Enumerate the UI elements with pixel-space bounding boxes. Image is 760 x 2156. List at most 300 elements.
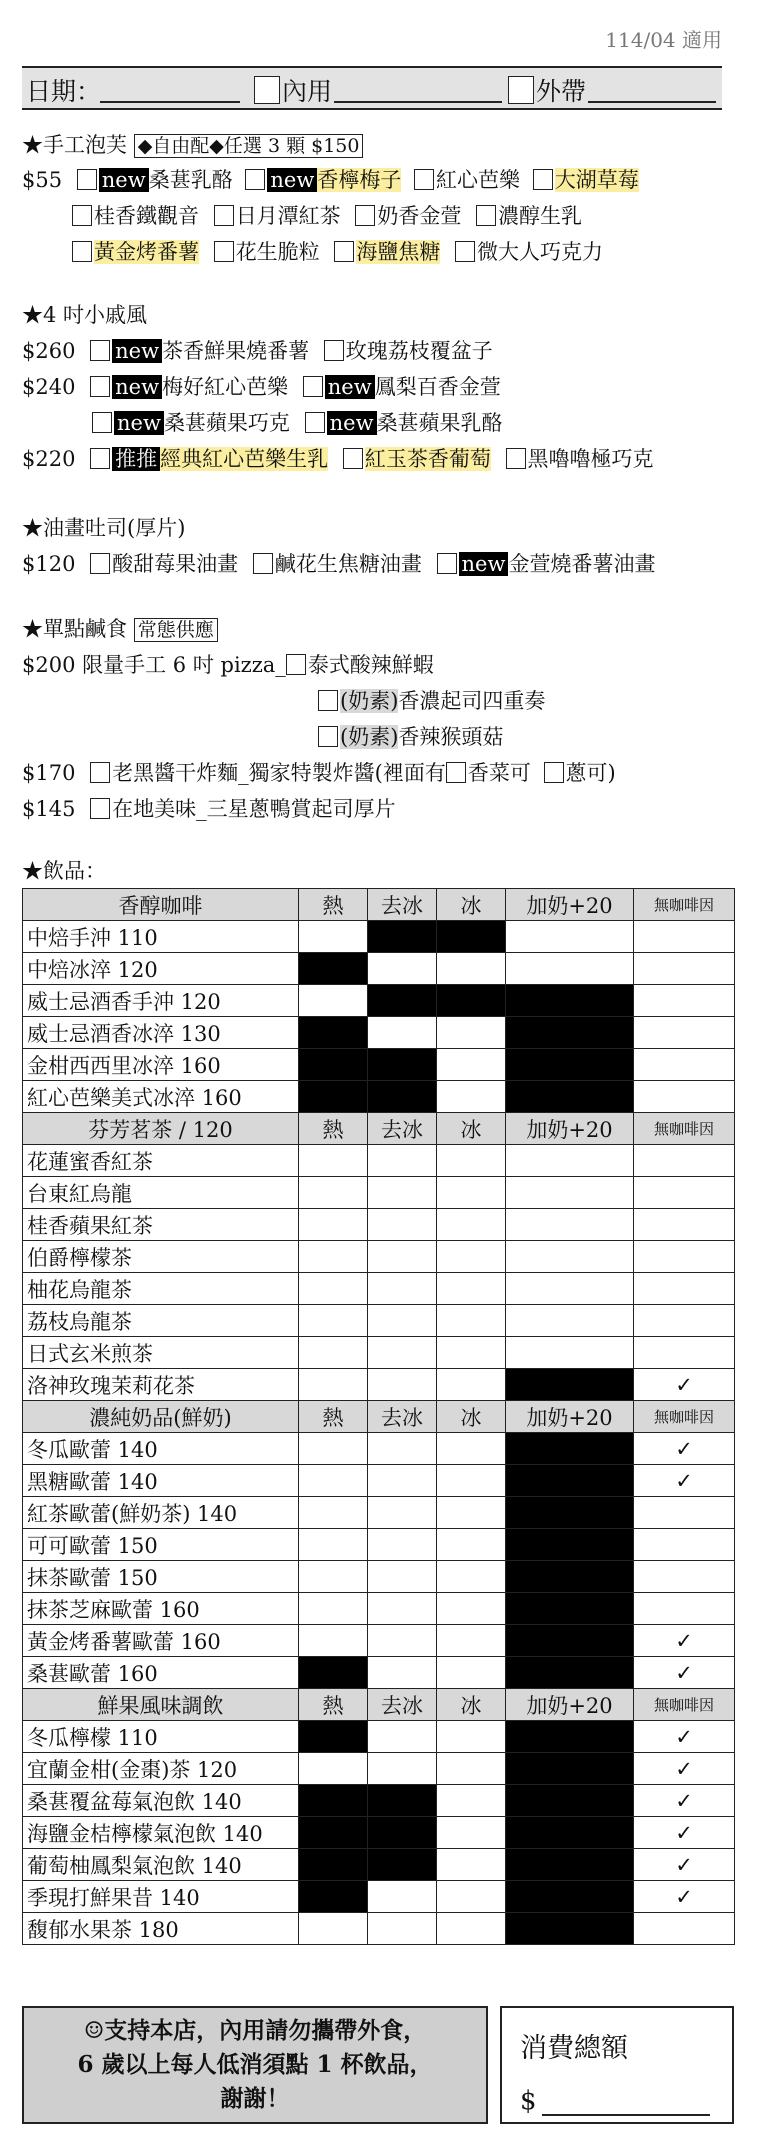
thick-toast-checkbox[interactable]	[90, 798, 110, 819]
ice-option-cell[interactable]	[437, 1593, 506, 1625]
ice-option-cell[interactable]	[437, 1209, 506, 1241]
puff-item: 桂香鐵觀音	[94, 204, 199, 228]
ice-option-cell[interactable]	[437, 1817, 506, 1849]
total-label: 消費總額	[520, 2033, 628, 2064]
less-ice-option-unavailable	[368, 1049, 437, 1081]
savory-section-title	[22, 614, 218, 645]
decaf-option-cell[interactable]	[634, 1561, 735, 1593]
toast-row	[22, 549, 655, 579]
puff-price: $55	[22, 168, 63, 192]
vegetarian-tag: (奶素)	[340, 689, 399, 713]
notice-line-1: ☺支持本店，內用請勿攜帶外食，	[83, 2017, 427, 2044]
ice-option-cell[interactable]	[437, 1849, 506, 1881]
drink-row	[23, 1753, 735, 1785]
less-ice-option-cell[interactable]	[368, 1721, 437, 1753]
drink-row	[23, 1849, 735, 1881]
less-ice-option-cell[interactable]	[368, 1593, 437, 1625]
puff-checkbox[interactable]	[355, 205, 375, 226]
cake-price: $240	[22, 375, 76, 399]
drink-name: 宜蘭金柑(金棗)茶 120	[23, 1753, 299, 1785]
notice-line-3: 謝謝！	[220, 2085, 290, 2112]
column-header: 無咖啡因	[634, 889, 735, 921]
toast-item: 金萱燒番薯油畫	[508, 552, 656, 576]
less-ice-option-cell[interactable]	[368, 1497, 437, 1529]
cake-checkbox[interactable]	[90, 340, 110, 361]
puff-checkbox[interactable]	[77, 169, 97, 190]
ice-option-cell[interactable]	[437, 1657, 506, 1689]
dine-in-checkbox[interactable]	[254, 76, 280, 104]
add-milk-option-unavailable	[506, 1785, 634, 1817]
puff-item: 微大人巧克力	[477, 240, 604, 264]
decaf-option-cell[interactable]	[634, 1721, 735, 1753]
ice-option-cell[interactable]	[437, 1753, 506, 1785]
decaf-check-icon: ✓	[675, 1724, 693, 1749]
puff-checkbox[interactable]	[214, 205, 234, 226]
decaf-option-cell[interactable]	[634, 1625, 735, 1657]
ice-option-cell[interactable]	[437, 1881, 506, 1913]
decaf-check-icon: ✓	[675, 1756, 693, 1781]
toast-checkbox[interactable]	[90, 553, 110, 574]
total-amount-field[interactable]	[542, 2114, 710, 2116]
takeout-checkbox[interactable]	[508, 76, 534, 104]
cake-checkbox[interactable]	[90, 448, 110, 469]
cake-checkbox[interactable]	[303, 376, 323, 397]
column-header: 去冰	[368, 1689, 437, 1721]
hot-option-cell[interactable]	[299, 1209, 368, 1241]
hot-option-cell[interactable]	[299, 1913, 368, 1945]
add-milk-option-unavailable	[506, 985, 634, 1017]
column-header: 去冰	[368, 1401, 437, 1433]
drink-name: 伯爵檸檬茶	[23, 1241, 299, 1273]
decaf-option-cell[interactable]	[634, 1273, 735, 1305]
toast-section-title: ★油畫吐司(厚片)	[22, 516, 186, 540]
noodle-checkbox[interactable]	[90, 762, 110, 783]
decaf-option-cell[interactable]	[634, 1753, 735, 1785]
add-milk-option-unavailable	[506, 1593, 634, 1625]
drink-name: 黃金烤番薯歐蕾 160	[23, 1625, 299, 1657]
add-milk-option-unavailable	[506, 1369, 634, 1401]
ice-option-cell[interactable]	[437, 1721, 506, 1753]
add-milk-option-cell[interactable]	[506, 1177, 634, 1209]
add-milk-option-cell[interactable]	[506, 953, 634, 985]
hot-option-cell[interactable]	[299, 1753, 368, 1785]
puff-title: ★手工泡芙	[22, 133, 127, 157]
decaf-option-cell[interactable]	[634, 1529, 735, 1561]
hot-option-cell[interactable]	[299, 1241, 368, 1273]
hot-option-cell[interactable]	[299, 1593, 368, 1625]
puff-checkbox[interactable]	[414, 169, 434, 190]
ice-option-cell[interactable]	[437, 1529, 506, 1561]
puff-item: 濃醇生乳	[498, 204, 583, 228]
hot-option-cell[interactable]	[299, 985, 368, 1017]
add-milk-option-unavailable	[506, 1913, 634, 1945]
less-ice-option-cell[interactable]	[368, 1305, 437, 1337]
ice-option-cell[interactable]	[437, 1177, 506, 1209]
column-header: 去冰	[368, 1113, 437, 1145]
ice-option-cell[interactable]	[437, 1049, 506, 1081]
cilantro-checkbox[interactable]	[446, 762, 466, 783]
drink-row	[23, 1049, 735, 1081]
less-ice-option-unavailable	[368, 1849, 437, 1881]
section-title: 香醇咖啡	[23, 889, 299, 921]
drink-name: 桑葚歐蕾 160	[23, 1657, 299, 1689]
hot-option-unavailable	[299, 1081, 368, 1113]
ice-option-cell[interactable]	[437, 1337, 506, 1369]
column-header: 冰	[437, 889, 506, 921]
ice-option-cell[interactable]	[437, 1305, 506, 1337]
thick-toast-row	[22, 794, 396, 824]
less-ice-option-cell[interactable]	[368, 1273, 437, 1305]
decaf-check-icon: ✓	[675, 1468, 693, 1493]
noodle-row	[22, 758, 616, 788]
section-title: 芬芳茗茶 / 120	[23, 1113, 299, 1145]
decaf-option-cell[interactable]	[634, 921, 735, 953]
savory-badge: 常態供應	[134, 618, 218, 642]
less-ice-option-cell[interactable]	[368, 1561, 437, 1593]
decaf-option-cell[interactable]	[634, 1209, 735, 1241]
toast-checkbox[interactable]	[437, 553, 457, 574]
drink-name: 冬瓜歐蕾 140	[23, 1433, 299, 1465]
ice-option-cell[interactable]	[437, 1785, 506, 1817]
puff-item: 奶香金萱	[377, 204, 462, 228]
ice-option-cell[interactable]	[437, 1273, 506, 1305]
decaf-option-cell[interactable]	[634, 1817, 735, 1849]
ice-option-cell[interactable]	[437, 1465, 506, 1497]
drinks-title: ★飲品：	[22, 859, 106, 883]
drink-name: 抹茶歐蕾 150	[23, 1561, 299, 1593]
add-milk-option-unavailable	[506, 1817, 634, 1849]
date-field[interactable]	[100, 101, 240, 103]
noodle-item: 老黑醬干炸麵_獨家特製炸醬(裡面有	[112, 761, 446, 785]
cake-checkbox[interactable]	[324, 340, 344, 361]
drink-row	[23, 1273, 735, 1305]
column-header: 冰	[437, 1689, 506, 1721]
less-ice-option-cell[interactable]	[368, 953, 437, 985]
decaf-check-icon: ✓	[675, 1820, 693, 1845]
drink-name: 威士忌酒香冰淬 130	[23, 1017, 299, 1049]
add-milk-option-cell[interactable]	[506, 1241, 634, 1273]
hot-option-unavailable	[299, 1881, 368, 1913]
cake-item: 黑嚕嚕極巧克	[527, 447, 654, 471]
drinks-table	[22, 888, 735, 1945]
decaf-option-cell[interactable]	[634, 985, 735, 1017]
notice-box	[22, 2006, 488, 2124]
puff-checkbox[interactable]	[245, 169, 265, 190]
drink-row	[23, 921, 735, 953]
cake-checkbox[interactable]	[305, 412, 325, 433]
ice-option-unavailable	[437, 985, 506, 1017]
decaf-check-icon: ✓	[675, 1628, 693, 1653]
hot-option-cell[interactable]	[299, 1529, 368, 1561]
cake-row-1	[22, 336, 493, 366]
ice-option-cell[interactable]	[437, 1497, 506, 1529]
drink-name: 紅心芭樂美式冰淬 160	[23, 1081, 299, 1113]
column-header: 冰	[437, 1401, 506, 1433]
pizza-item: 泰式酸辣鮮蝦	[307, 653, 434, 677]
drink-row	[23, 1817, 735, 1849]
column-header: 無咖啡因	[634, 1401, 735, 1433]
cake-row-4	[22, 444, 654, 474]
less-ice-option-unavailable	[368, 921, 437, 953]
less-ice-option-cell[interactable]	[368, 1433, 437, 1465]
puff-checkbox[interactable]	[334, 241, 354, 262]
column-header: 冰	[437, 1113, 506, 1145]
ice-option-cell[interactable]	[437, 1017, 506, 1049]
dine-in-field[interactable]	[334, 101, 502, 103]
less-ice-option-cell[interactable]	[368, 1177, 437, 1209]
hot-option-cell[interactable]	[299, 1337, 368, 1369]
drink-row	[23, 1881, 735, 1913]
less-ice-option-unavailable	[368, 985, 437, 1017]
hot-option-unavailable	[299, 1017, 368, 1049]
cake-checkbox[interactable]	[343, 448, 363, 469]
drink-row	[23, 1497, 735, 1529]
puff-section-title	[22, 130, 363, 161]
new-badge: new	[99, 168, 149, 192]
recommend-badge: 推推	[112, 447, 160, 471]
ice-option-unavailable	[437, 921, 506, 953]
decaf-option-cell[interactable]	[634, 1849, 735, 1881]
order-header-bar	[22, 66, 722, 110]
ice-option-cell[interactable]	[437, 1433, 506, 1465]
scallion-option: 蔥可)	[565, 761, 616, 785]
drink-name: 桂香蘋果紅茶	[23, 1209, 299, 1241]
puff-checkbox[interactable]	[533, 169, 553, 190]
decaf-option-cell[interactable]	[634, 1081, 735, 1113]
ice-option-cell[interactable]	[437, 1913, 506, 1945]
cake-item: 梅好紅心芭樂	[162, 375, 289, 399]
column-header: 加奶+20	[506, 1113, 634, 1145]
drink-row	[23, 1465, 735, 1497]
pizza-row	[22, 650, 434, 680]
drink-row	[23, 1913, 735, 1945]
drink-name: 可可歐蕾 150	[23, 1529, 299, 1561]
puff-checkbox[interactable]	[72, 205, 92, 226]
hot-option-cell[interactable]	[299, 1177, 368, 1209]
cake-item: 經典紅心芭樂生乳	[160, 447, 329, 471]
dine-in-label: 內用	[282, 77, 333, 106]
decaf-option-cell[interactable]	[634, 1369, 735, 1401]
pizza-label: $200 限量手工 6 吋 pizza_	[22, 653, 286, 677]
decaf-check-icon: ✓	[675, 1660, 693, 1685]
ice-option-cell[interactable]	[437, 1081, 506, 1113]
drink-row	[23, 1145, 735, 1177]
decaf-option-cell[interactable]	[634, 1497, 735, 1529]
drink-name: 黑糖歐蕾 140	[23, 1465, 299, 1497]
notice-line-2: 6 歲以上每人低消須點 1 杯飲品，	[77, 2051, 433, 2078]
column-header: 熱	[299, 889, 368, 921]
decaf-option-cell[interactable]	[634, 1593, 735, 1625]
ice-option-cell[interactable]	[437, 1145, 506, 1177]
hot-option-cell[interactable]	[299, 1305, 368, 1337]
cake-item: 玫瑰荔枝覆盆子	[345, 339, 493, 363]
puff-checkbox[interactable]	[214, 241, 234, 262]
takeout-field[interactable]	[588, 101, 716, 103]
cake-item: 紅玉茶香葡萄	[364, 447, 491, 471]
drink-row	[23, 1369, 735, 1401]
add-milk-option-cell[interactable]	[506, 1337, 634, 1369]
column-header: 加奶+20	[506, 889, 634, 921]
drinks-section-header	[23, 1689, 735, 1721]
vegetarian-tag: (奶素)	[340, 725, 399, 749]
drink-name: 海鹽金桔檸檬氣泡飲 140	[23, 1817, 299, 1849]
drink-name: 威士忌酒香手沖 120	[23, 985, 299, 1017]
less-ice-option-cell[interactable]	[368, 1657, 437, 1689]
cake-checkbox[interactable]	[90, 376, 110, 397]
pizza-checkbox[interactable]	[286, 654, 306, 675]
pizza-checkbox[interactable]	[318, 726, 338, 747]
decaf-option-cell[interactable]	[634, 1657, 735, 1689]
toast-checkbox[interactable]	[253, 553, 273, 574]
decaf-option-cell[interactable]	[634, 1433, 735, 1465]
add-milk-option-unavailable	[506, 1625, 634, 1657]
less-ice-option-cell[interactable]	[368, 1241, 437, 1273]
scallion-checkbox[interactable]	[544, 762, 564, 783]
less-ice-option-cell[interactable]	[368, 1337, 437, 1369]
drink-row	[23, 953, 735, 985]
cake-price: $260	[22, 339, 76, 363]
decaf-option-cell[interactable]	[634, 1881, 735, 1913]
hot-option-unavailable	[299, 953, 368, 985]
ice-option-cell[interactable]	[437, 1625, 506, 1657]
drink-name: 馥郁水果茶 180	[23, 1913, 299, 1945]
cake-checkbox[interactable]	[506, 448, 526, 469]
valid-date-label: 114/04 適用	[605, 28, 722, 52]
drinks-section-header	[23, 1401, 735, 1433]
less-ice-option-cell[interactable]	[368, 1209, 437, 1241]
add-milk-option-cell[interactable]	[506, 1209, 634, 1241]
drink-row	[23, 985, 735, 1017]
less-ice-option-cell[interactable]	[368, 1017, 437, 1049]
cilantro-option: 香菜可	[467, 761, 531, 785]
currency-symbol: $	[520, 2086, 537, 2116]
toast-item: 鹹花生焦糖油畫	[274, 552, 422, 576]
hot-option-cell[interactable]	[299, 1497, 368, 1529]
decaf-option-cell[interactable]	[634, 1913, 735, 1945]
new-badge: new	[112, 375, 162, 399]
add-milk-option-cell[interactable]	[506, 1305, 634, 1337]
drink-name: 洛神玫瑰茉莉花茶	[23, 1369, 299, 1401]
hot-option-cell[interactable]	[299, 1273, 368, 1305]
column-header: 熱	[299, 1401, 368, 1433]
drink-row	[23, 1561, 735, 1593]
ice-option-cell[interactable]	[437, 1241, 506, 1273]
section-title: 濃純奶品(鮮奶)	[23, 1401, 299, 1433]
decaf-option-cell[interactable]	[634, 1241, 735, 1273]
cake-row-3	[92, 408, 503, 438]
drink-row	[23, 1209, 735, 1241]
add-milk-option-unavailable	[506, 1081, 634, 1113]
hot-option-unavailable	[299, 1849, 368, 1881]
drink-row	[23, 1593, 735, 1625]
hot-option-cell[interactable]	[299, 921, 368, 953]
hot-option-cell[interactable]	[299, 1561, 368, 1593]
puff-item: 黃金烤番薯	[94, 240, 199, 264]
pizza-row-2	[318, 686, 545, 716]
add-milk-option-cell[interactable]	[506, 1273, 634, 1305]
add-milk-option-cell[interactable]	[506, 1145, 634, 1177]
cake-item: 桑葚蘋果巧克	[163, 411, 290, 435]
puff-checkbox[interactable]	[72, 241, 92, 262]
thick-toast-item: 在地美味_三星蔥鴨賞起司厚片	[112, 797, 396, 821]
drinks-section-header	[23, 889, 735, 921]
new-badge: new	[327, 411, 377, 435]
decaf-option-cell[interactable]	[634, 953, 735, 985]
puff-item: 紅心芭樂	[436, 168, 521, 192]
decaf-option-cell[interactable]	[634, 1049, 735, 1081]
less-ice-option-cell[interactable]	[368, 1753, 437, 1785]
drink-name: 中焙手沖 110	[23, 921, 299, 953]
puff-checkbox[interactable]	[476, 205, 496, 226]
hot-option-cell[interactable]	[299, 1369, 368, 1401]
hot-option-cell[interactable]	[299, 1433, 368, 1465]
decaf-option-cell[interactable]	[634, 1017, 735, 1049]
drink-name: 葡萄柚鳳梨氣泡飲 140	[23, 1849, 299, 1881]
ice-option-cell[interactable]	[437, 1561, 506, 1593]
add-milk-option-cell[interactable]	[506, 921, 634, 953]
column-header: 熱	[299, 1113, 368, 1145]
toast-price: $120	[22, 552, 76, 576]
decaf-option-cell[interactable]	[634, 1145, 735, 1177]
add-milk-option-unavailable	[506, 1881, 634, 1913]
new-badge: new	[112, 339, 162, 363]
ice-option-cell[interactable]	[437, 953, 506, 985]
cake-price: $220	[22, 447, 76, 471]
drink-row	[23, 1241, 735, 1273]
decaf-option-cell[interactable]	[634, 1337, 735, 1369]
less-ice-option-cell[interactable]	[368, 1881, 437, 1913]
less-ice-option-cell[interactable]	[368, 1625, 437, 1657]
drink-row	[23, 1081, 735, 1113]
hot-option-cell[interactable]	[299, 1145, 368, 1177]
hot-option-unavailable	[299, 1721, 368, 1753]
drink-name: 日式玄米煎茶	[23, 1337, 299, 1369]
decaf-option-cell[interactable]	[634, 1305, 735, 1337]
pizza-item: 香濃起司四重奏	[398, 689, 546, 713]
decaf-option-cell[interactable]	[634, 1465, 735, 1497]
column-header: 熱	[299, 1689, 368, 1721]
new-badge: new	[459, 552, 509, 576]
column-header: 加奶+20	[506, 1689, 634, 1721]
pizza-checkbox[interactable]	[318, 690, 338, 711]
drink-name: 台東紅烏龍	[23, 1177, 299, 1209]
add-milk-option-unavailable	[506, 1465, 634, 1497]
thick-toast-price: $145	[22, 797, 76, 821]
cake-item: 鳳梨百香金萱	[374, 375, 501, 399]
less-ice-option-cell[interactable]	[368, 1465, 437, 1497]
drink-row	[23, 1017, 735, 1049]
ice-option-cell[interactable]	[437, 1369, 506, 1401]
cake-item: 茶香鮮果燒番薯	[162, 339, 310, 363]
cake-checkbox[interactable]	[92, 412, 112, 433]
noodle-price: $170	[22, 761, 76, 785]
drink-row	[23, 1657, 735, 1689]
hot-option-unavailable	[299, 1817, 368, 1849]
less-ice-option-cell[interactable]	[368, 1913, 437, 1945]
drink-row	[23, 1177, 735, 1209]
less-ice-option-cell[interactable]	[368, 1145, 437, 1177]
hot-option-cell[interactable]	[299, 1625, 368, 1657]
hot-option-cell[interactable]	[299, 1465, 368, 1497]
decaf-option-cell[interactable]	[634, 1785, 735, 1817]
puff-row-3	[72, 237, 603, 267]
puff-checkbox[interactable]	[455, 241, 475, 262]
less-ice-option-cell[interactable]	[368, 1369, 437, 1401]
less-ice-option-cell[interactable]	[368, 1529, 437, 1561]
hot-option-unavailable	[299, 1785, 368, 1817]
decaf-option-cell[interactable]	[634, 1177, 735, 1209]
add-milk-option-unavailable	[506, 1049, 634, 1081]
